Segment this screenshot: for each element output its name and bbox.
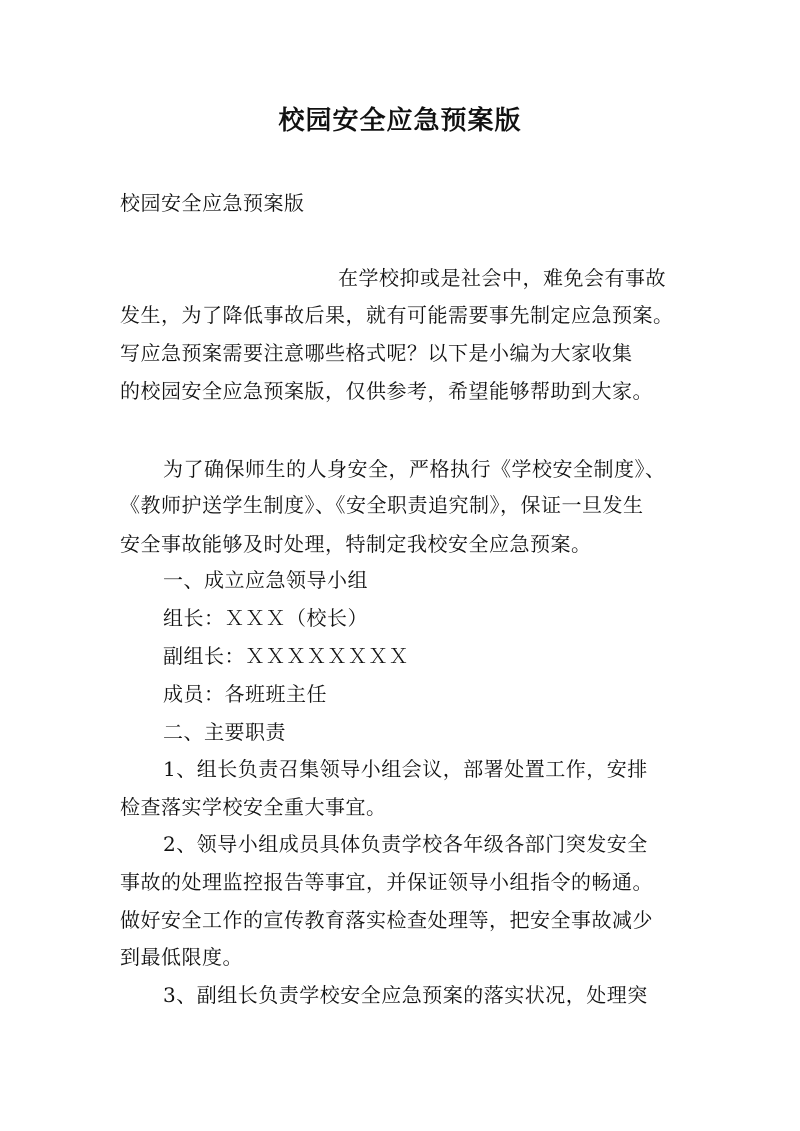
leader-line: 组长：ＸＸＸ（校长） xyxy=(163,606,368,630)
preamble-line: 为了确保师生的人身安全，严格执行《学校安全制度》、 xyxy=(163,457,666,481)
section-heading-leadership: 一、成立应急领导小组 xyxy=(163,568,368,592)
intro-line: 发生，为了降低事故后果，就有可能需要事先制定应急预案。 xyxy=(120,303,674,327)
document-title: 校园安全应急预案版 xyxy=(278,106,522,136)
deputy-line: 副组长：ＸＸＸＸＸＸＸＸ xyxy=(163,644,409,668)
duty-line: 3、副组长负责学校安全应急预案的落实状况，处理突 xyxy=(163,983,648,1007)
duty-line: 检查落实学校安全重大事宜。 xyxy=(120,795,387,819)
preamble-line: 《教师护送学生制度》、《安全职责追究制》，保证一旦发生 xyxy=(120,493,644,517)
duty-line: 事故的处理监控报告等事宜，并保证领导小组指令的畅通。 xyxy=(120,870,653,894)
intro-line: 的校园安全应急预案版，仅供参考，希望能够帮助到大家。 xyxy=(120,379,653,403)
duty-line: 做好安全工作的宣传教育落实检查处理等，把安全事故减少 xyxy=(120,908,653,932)
members-line: 成员：各班班主任 xyxy=(163,682,327,706)
preamble-line: 安全事故能够及时处理，特制定我校安全应急预案。 xyxy=(120,532,592,556)
document-subtitle: 校园安全应急预案版 xyxy=(120,191,305,215)
intro-line: 在学校抑或是社会中，难免会有事故 xyxy=(338,266,666,290)
duty-line: 到最低限度。 xyxy=(120,945,243,969)
intro-line: 写应急预案需要注意哪些格式呢？以下是小编为大家收集 xyxy=(120,341,633,365)
section-heading-duties: 二、主要职责 xyxy=(163,720,286,744)
duty-line: 2、领导小组成员具体负责学校各年级各部门突发安全 xyxy=(163,832,648,856)
duty-line: 1、组长负责召集领导小组会议，部署处置工作，安排 xyxy=(163,757,648,781)
